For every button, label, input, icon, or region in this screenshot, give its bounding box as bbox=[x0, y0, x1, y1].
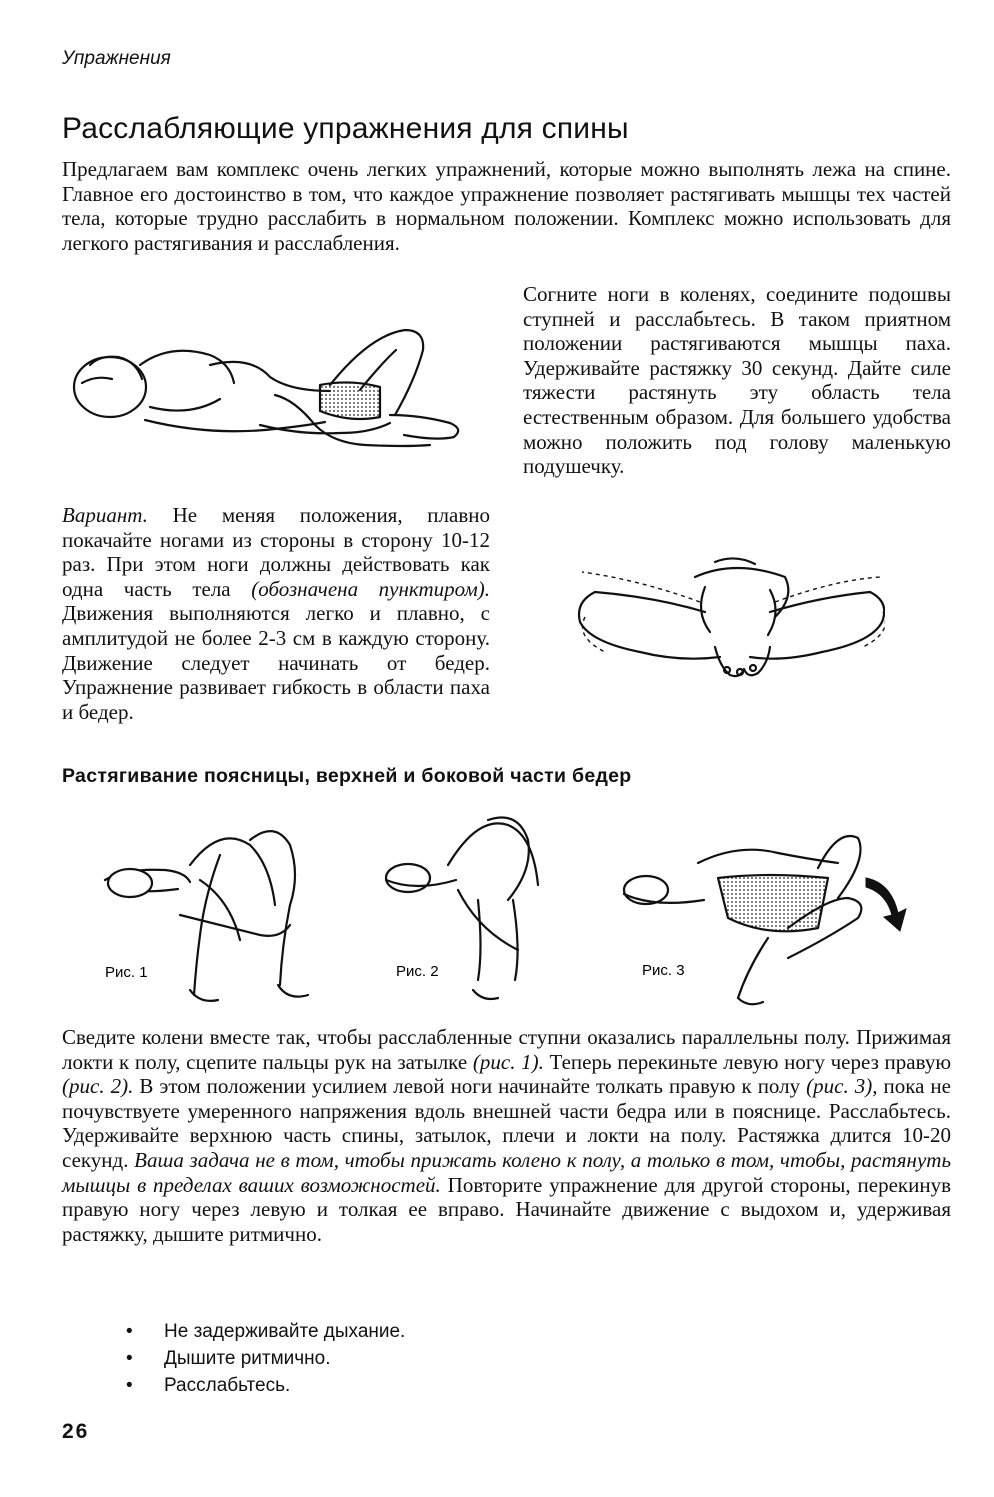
variant-italic: (обозначена пунктиром). bbox=[251, 576, 490, 601]
figure-2-leg-crossed bbox=[378, 810, 578, 1010]
arrow-down-right-icon bbox=[866, 878, 906, 931]
figure-2-label: Рис. 2 bbox=[396, 963, 439, 980]
illustration-lying-knees-bent bbox=[60, 325, 470, 460]
intro-paragraph: Предлагаем вам комплекс очень легких упражнений, которые можно выполнять лежа на спине. Главное его достоинство в том, что каждое упражнение позволяет растягивать мышцы тех частей тела, которые трудно расслабить в нормальном положении. Комплекс можно использовать для легкого растягивания и расслабления. bbox=[62, 157, 951, 255]
figure-3-label: Рис. 3 bbox=[642, 962, 685, 979]
tip-item bbox=[126, 1345, 405, 1372]
fig-ref-2: (рис. 2). bbox=[62, 1074, 134, 1099]
variant-paragraph bbox=[62, 503, 490, 724]
main-paragraph bbox=[62, 1025, 951, 1246]
section-heading: Растягивание поясницы, верхней и боковой части бедер bbox=[62, 765, 632, 787]
illustration-butterfly-stretch bbox=[565, 552, 885, 682]
tip-item bbox=[126, 1372, 405, 1399]
fig-ref-3: (рис. 3), bbox=[806, 1074, 878, 1099]
tips-list bbox=[126, 1318, 405, 1399]
variant-text-2: Движения выполняются легко и плавно, с амплитудой не более 2-3 см в каждую сторону. Движение следует начинать от бедер. Упражнение развивает гибкость в области паха и бедер. bbox=[62, 601, 490, 724]
bullet-icon: • bbox=[126, 1348, 133, 1369]
main-emphasis: Ваша задача не в том, чтобы прижать колено к полу, а только в том, чтобы, растянуть мышцы в пределах ваших возможностей. bbox=[62, 1147, 951, 1197]
figure-1-label: Рис. 1 bbox=[105, 964, 148, 981]
page-title: Расслабляющие упражнения для спины bbox=[62, 112, 629, 145]
main-text-4: пока не почувствуете умеренного напряжения вдоль внешней части бедра или в пояснице. Расслабьтесь. Удерживайте верхнюю часть спины, затылок, плечи и локти на полу. Растяжка длится 10-20 секунд. bbox=[62, 1074, 951, 1172]
tip-text: Расслабьтесь. bbox=[164, 1375, 291, 1396]
fig-ref-1: (рис. 1). bbox=[472, 1049, 544, 1074]
variant-lead: Вариант. bbox=[62, 503, 148, 527]
butterfly-stretch-paragraph: Согните ноги в коленях, соедините подошвы ступней и расслабьтесь. В таком приятном положении растягиваются мышцы паха. Удерживайте растяжку 30 секунд. Дайте силе тяжести растянуть эту область тела естественным образом. Для большего удобства можно положить под голову маленькую подушечку. bbox=[523, 282, 951, 479]
tip-item bbox=[126, 1318, 405, 1345]
main-text-3: В этом положении усилием левой ноги начинайте толкать правую к полу bbox=[133, 1074, 807, 1099]
tip-text: Не задерживайте дыхание. bbox=[164, 1321, 406, 1342]
bullet-icon: • bbox=[126, 1321, 133, 1342]
figure-3-push-to-floor bbox=[618, 828, 918, 1010]
page-number: 26 bbox=[62, 1420, 90, 1443]
tip-text: Дышите ритмично. bbox=[164, 1348, 331, 1369]
figure-1-knees-together bbox=[100, 825, 350, 1010]
bullet-icon: • bbox=[126, 1375, 133, 1396]
main-text-5: Повторите упражнение для другой стороны, перекинув правую ногу через левую и толкая ее вправо. Начинайте движение с выдохом и, удерживая растяжку, дышите ритмично. bbox=[62, 1172, 951, 1246]
main-text-1: Сведите колени вместе так, чтобы расслабленные ступни оказались параллельны полу. Прижимая локти к полу, сцепите пальцы рук на затылке bbox=[62, 1025, 951, 1074]
main-text-2: Теперь перекиньте левую ногу через правую bbox=[543, 1049, 952, 1074]
running-head: Упражнения bbox=[62, 48, 171, 69]
variant-text-1: Не меняя положения, плавно покачайте ногами из стороны в сторону 10-12 раз. При этом ноги должны действовать как одна часть тела bbox=[62, 503, 490, 601]
